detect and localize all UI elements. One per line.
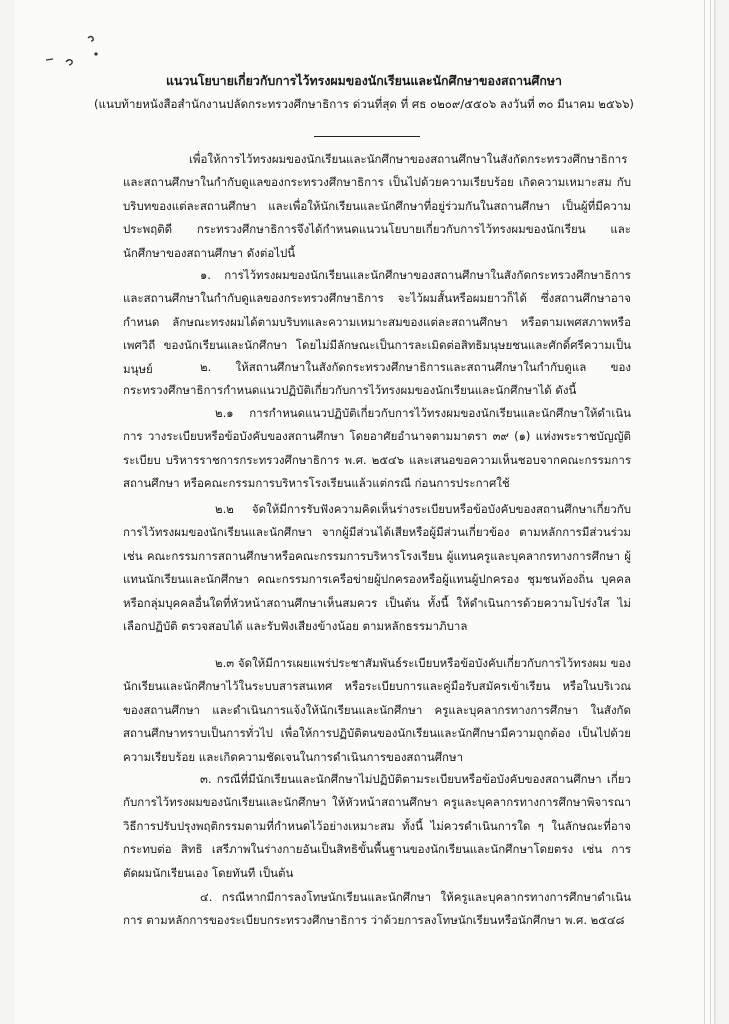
page-edge-line — [704, 0, 705, 1024]
title-divider — [314, 136, 420, 137]
policy-item-3: ๓. กรณีที่มีนักเรียนและนักศึกษาไม่ปฏิบัติตามระเบียบหรือข้อบังคับของสถานศึกษา เกี่ยวกับการไว้ทรงผมของนักเรียนและนักศึกษา ให้หัวหน้าสถานศึกษา ครูและบุคลากรทางการศึกษาพิจารณา วิธีการปรับปรุงพฤติกรรมตามที่กำหนดไว้อย่างเหมาะสม ทั้งนี้ ไม่ควรดำเนินการใด ๆ ในลักษณะที่อาจกระทบต่อ สิทธิ เสรีภาพในร่างกายอันเป็นสิทธิขั้นพื้นฐานของนักเรียนและนักศึกษาโดยตรง เช่น การตัดผมนักเรียนเอง โดยทันที เป็นต้น — [123, 772, 631, 880]
policy-item-2-1: ๒.๑ การกำหนดแนวปฏิบัติเกี่ยวกับการไว้ทรงผมของนักเรียนและนักศึกษาให้ดำเนินการ วางระเบียบหรือข้อบังคับของสถานศึกษา โดยอาศัยอำนาจตามมาตรา ๓๙ (๑) แห่งพระราชบัญญัติระเบียบ บริหารราชการกระทรวงศึกษาธิการ พ.ศ. ๒๕๔๖ และเสนอขอความเห็นชอบจากคณะกรรมการสถานศึกษา หรือคณะกรรมการบริหารโรงเรียนแล้วแต่กรณี ก่อนการประกาศใช้ — [123, 406, 631, 491]
handwritten-marks — [44, 30, 104, 70]
intro-paragraph: เพื่อให้การไว้ทรงผมของนักเรียนและนักศึกษาของสถานศึกษาในสังกัดกระทรวงศึกษาธิการ และสถานศึกษาในกำกับดูแลของกระทรวงศึกษาธิการ เป็นไปด้วยความเรียบร้อย เกิดความเหมาะสม กับบริบทของแต่ละสถานศึกษา และเพื่อให้นักเรียนและนักศึกษาที่อยู่ร่วมกันในสถานศึกษา เป็นผู้ที่มีความประพฤติดี กระทรวงศึกษาธิการจึงได้กำหนดแนวนโยบายเกี่ยวกับการไว้ทรงผมของนักเรียน และนักศึกษาของสถานศึกษา ดังต่อไปนี้ — [123, 152, 631, 260]
policy-item-1: ๑. การไว้ทรงผมของนักเรียนและนักศึกษาของสถานศึกษาในสังกัดกระทรวงศึกษาธิการ และสถานศึกษาในกำกับดูแลของกระทรวงศึกษาธิการ จะไว้ผมสั้นหรือผมยาวก็ได้ ซึ่งสถานศึกษาอาจกำหนด ลักษณะทรงผมได้ตามบริบทและความเหมาะสมของแต่ละสถานศึกษา หรือตามเพศสภาพหรือเพศวิถี ของนักเรียนและนักศึกษา โดยไม่มีลักษณะเป็นการละเมิดต่อสิทธิมนุษยชนและศักดิ์ศรีความเป็นมนุษย์ — [123, 268, 631, 376]
document-page — [14, 0, 714, 1024]
policy-item-4: ๔. กรณีหากมีการลงโทษนักเรียนและนักศึกษา ให้ครูและบุคลากรทางการศึกษาดำเนินการ ตามหลักการของระเบียบกระทรวงศึกษาธิการ ว่าด้วยการลงโทษนักเรียนหรือนักศึกษา พ.ศ. ๒๕๔๘ — [123, 890, 631, 928]
page-edge-line — [710, 0, 711, 1024]
document-title: แนวนโยบายเกี่ยวกับการไว้ทรงผมของนักเรียนและนักศึกษาของสถานศึกษา — [165, 73, 562, 88]
policy-item-2: ๒. ให้สถานศึกษาในสังกัดกระทรวงศึกษาธิการและสถานศึกษาในกำกับดูแล ของกระทรวงศึกษาธิการกำหนดแนวปฏิบัติเกี่ยวกับการไว้ทรงผมของนักเรียนและนักศึกษาได้ ดังนี้ — [123, 360, 631, 398]
policy-item-2-3: ๒.๓ จัดให้มีการเผยแพร่ประชาสัมพันธ์ระเบียบหรือข้อบังคับเกี่ยวกับการไว้ทรงผม ของนักเรียนและนักศึกษาไว้ในระบบสารสนเทศ หรือระเบียบการและคู่มือรับสมัครเข้าเรียน หรือในบริเวณ ของสถานศึกษา และดำเนินการแจ้งให้นักเรียนและนักศึกษา ครูและบุคลากรทางการศึกษา ในสังกัดสถานศึกษาทราบเป็นการทั่วไป เพื่อให้การปฏิบัติตนของนักเรียนและนักศึกษามีความถูกต้อง เป็นไปด้วยความเรียบร้อย และเกิดความชัดเจนในการดำเนินการของสถานศึกษา — [123, 656, 631, 764]
policy-item-2-2: ๒.๒ จัดให้มีการรับฟังความคิดเห็นร่างระเบียบหรือข้อบังคับของสถานศึกษาเกี่ยวกับ การไว้ทรงผมของนักเรียนและนักศึกษา จากผู้มีส่วนได้เสียหรือผู้มีส่วนเกี่ยวข้อง ตามหลักการมีส่วนร่วม เช่น คณะกรรมการสถานศึกษาหรือคณะกรรมการบริหารโรงเรียน ผู้แทนครูและบุคลากรทางการศึกษา ผู้แทนนักเรียนและนักศึกษา คณะกรรมการเครือข่ายผู้ปกครองหรือผู้แทนผู้ปกครอง ชุมชนท้องถิ่น บุคคล หรือกลุ่มบุคคลอื่นใดที่หัวหน้าสถานศึกษาเห็นสมควร เป็นต้น ทั้งนี้ ให้ดำเนินการด้วยความโปร่งใส ไม่เลือกปฏิบัติ ตรวจสอบได้ และรับฟังเสียงข้างน้อย ตามหลักธรรมาภิบาล — [123, 502, 631, 634]
document-subtitle: (แนบท้ายหนังสือสำนักงานปลัดกระทรวงศึกษาธิการ ด่วนที่สุด ที่ ศธ ๐๒๐๙/๕๕๐๖ ลงวันที่ ๓๐ มีนาคม ๒๕๖๖) — [94, 97, 634, 111]
